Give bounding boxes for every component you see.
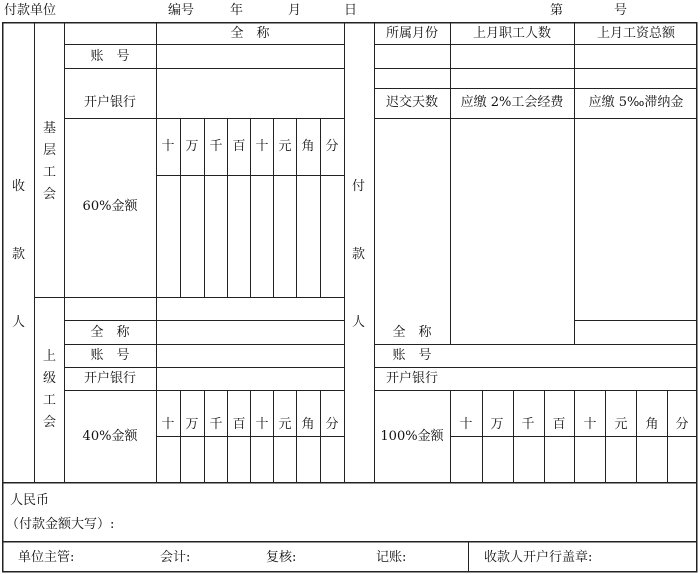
grassroots-digit-1: 十 [161, 139, 175, 154]
sheet-no-label: 第 [550, 3, 564, 18]
payer-digit-5: 十 [583, 417, 597, 432]
late-penalty-label: 应缴 5‰滞纳金 [588, 95, 684, 110]
upper-digit-5: 十 [255, 417, 269, 432]
grassroots-digit-5: 十 [255, 139, 269, 154]
upper-digit-1: 十 [161, 417, 175, 432]
upper-digit-4: 百 [232, 417, 246, 432]
day-label: 日 [344, 3, 358, 18]
grassroots-digit-7: 角 [301, 139, 315, 154]
bookkeeper-label: 记账: [376, 550, 407, 565]
upper-union-char-1: 上 [43, 349, 57, 364]
payer-digit-2: 万 [490, 417, 504, 432]
total-wage-label: 上月工资总额 [596, 26, 676, 41]
grassroots-digit-8: 分 [325, 139, 339, 154]
payer-digit-3: 千 [521, 417, 535, 432]
upper-full-name-label: 全 称 [90, 325, 130, 340]
grassroots-bank-label: 开户银行 [83, 95, 137, 110]
payer-side-char-3: 人 [352, 315, 366, 330]
payer-digit-7: 角 [645, 417, 659, 432]
grassroots-digit-2: 万 [185, 139, 199, 154]
grassroots-union-char-3: 工 [43, 165, 57, 180]
supervisor-label: 单位主管: [18, 550, 75, 565]
upper-amount-label: 40%金额 [82, 429, 138, 444]
upper-digit-2: 万 [185, 417, 199, 432]
month-label: 月 [288, 3, 302, 18]
payer-bank-label: 开户银行 [385, 371, 439, 386]
upper-digit-8: 分 [325, 417, 339, 432]
upper-union-char-3: 工 [43, 393, 57, 408]
grassroots-digit-6: 元 [278, 139, 292, 154]
serial-no-label: 编号 [168, 3, 195, 18]
upper-account-label: 账 号 [90, 348, 130, 363]
payer-amount-label: 100%金额 [380, 429, 444, 444]
payee-side-char-1: 收 [12, 179, 26, 194]
rmb-sublabel: （付款金额大写）: [6, 517, 115, 532]
upper-digit-7: 角 [301, 417, 315, 432]
payee-side-char-2: 款 [12, 247, 26, 262]
payer-digit-8: 分 [675, 417, 689, 432]
accountant-label: 会计: [160, 550, 191, 565]
union-fee-label: 应缴 2%工会经费 [460, 95, 564, 110]
upper-union-char-2: 级 [43, 371, 57, 386]
year-label: 年 [230, 3, 244, 18]
grassroots-union-char-4: 会 [43, 187, 57, 202]
reviewer-label: 复核: [266, 550, 297, 565]
upper-digit-6: 元 [278, 417, 292, 432]
upper-union-char-4: 会 [43, 415, 57, 430]
upper-bank-label: 开户银行 [83, 371, 137, 386]
payer-side-char-2: 款 [352, 247, 366, 262]
grassroots-union-char-2: 层 [43, 143, 57, 158]
rmb-label: 人民币 [10, 493, 50, 508]
payer-account-label: 账 号 [392, 348, 432, 363]
upper-digit-3: 千 [209, 417, 223, 432]
bank-seal-label: 收款人开户行盖章: [484, 550, 593, 565]
late-days-label: 迟交天数 [385, 95, 439, 110]
payer-full-name-label: 全 称 [392, 325, 432, 340]
headcount-label: 上月职工人数 [472, 26, 552, 41]
grassroots-digit-3: 千 [209, 139, 223, 154]
grassroots-amount-label: 60%金额 [82, 199, 138, 214]
month-belong-label: 所属月份 [385, 26, 439, 41]
payer-unit-label: 付款单位 [4, 3, 57, 18]
payer-side-char-1: 付 [352, 179, 366, 194]
payer-digit-6: 元 [614, 417, 628, 432]
grassroots-full-name-label: 全 称 [230, 26, 270, 41]
payer-digit-1: 十 [459, 417, 473, 432]
grassroots-account-label: 账 号 [90, 49, 130, 64]
sheet-no-suffix: 号 [614, 3, 628, 18]
grassroots-union-char-1: 基 [43, 121, 57, 136]
payer-digit-4: 百 [552, 417, 566, 432]
payee-side-char-3: 人 [12, 315, 26, 330]
grassroots-digit-4: 百 [232, 139, 246, 154]
